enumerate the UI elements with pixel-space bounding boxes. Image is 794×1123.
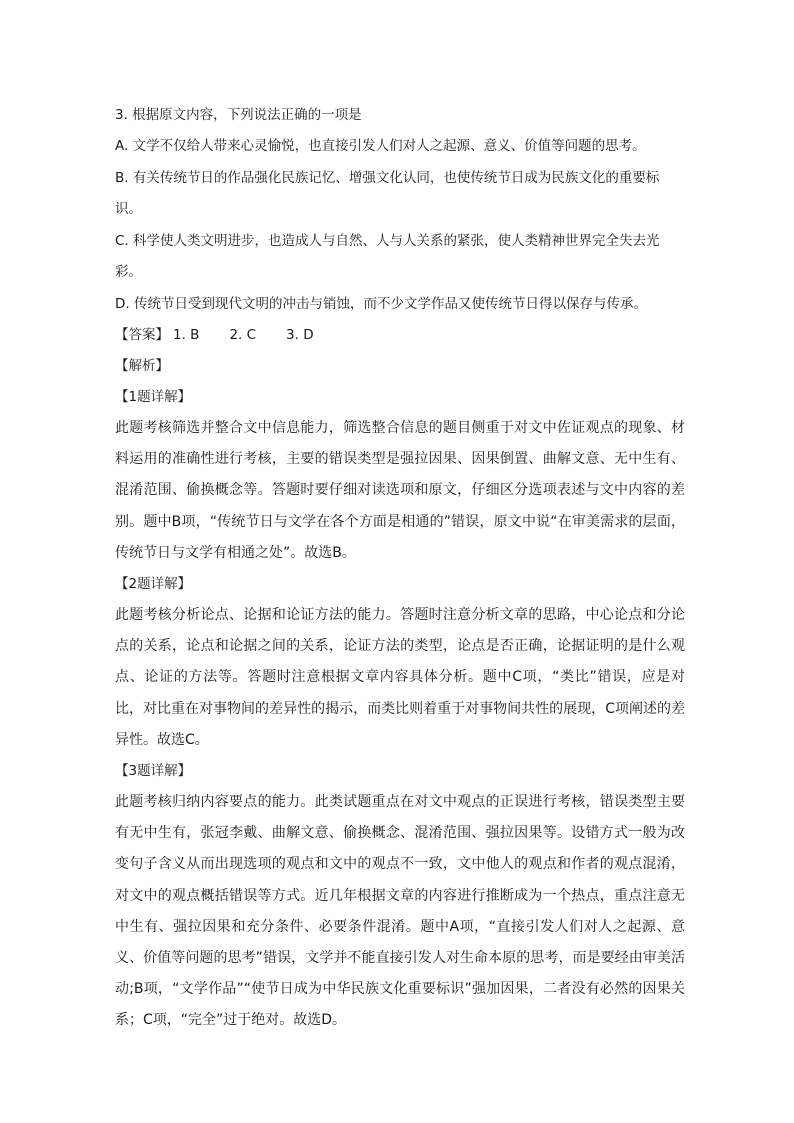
option-b: B. 有关传统节日的作品强化民族记忆、增强文化认同，也使传统节日成为民族文化的重要标识。 <box>115 169 660 217</box>
section-heading-3: 【3题详解】 <box>115 763 192 780</box>
answer-line <box>115 320 685 351</box>
answer-item: 3. D <box>286 327 314 343</box>
answer-tag: 【答案】 <box>115 327 169 343</box>
option-d: D. 传统节日受到现代文明的冲击与销蚀，而不少文学作品又使传统节日得以保存与传承。 <box>115 295 647 312</box>
section-heading-2: 【2题详解】 <box>115 576 192 593</box>
document-page <box>115 100 685 1037</box>
option-a: A. 文学不仅给人带来心灵愉悦，也直接引发人们对人之起源、意义、价值等问题的思考。 <box>115 138 646 154</box>
section-text-3: 此题考核归纳内容要点的能力。此类试题重点在对文中观点的正误进行考核，错误类型主要有无中生有，张冠李戴、曲解文意、偷换概念、混淆范围、强拉因果等。设错方式一般为改变句子含义从而出现选项的观点和文中的观点不一致，文中他人的观点和作者的观点混淆，对文中的观点概括错误等方式。近几年根据文章的内容进行推断成为一个热点，重点注意无中生有、强拉因果和充分条件、必要条件混淆。题中A项，“直接引发人们对人之起源、意义、价值等问题的思考”错误，文学并不能直接引发人对生命本原的思考，而是要经由审美活动;B项，“文学作品”“使节日成为中华民族文化重要标识”强加因果，二者没有必然的因果关系；C项，“完全”过于绝对。故选D。 <box>115 794 685 1029</box>
section-text-2: 此题考核分析论点、论据和论证方法的能力。答题时注意分析文章的思路，中心论点和分论点的关系，论点和论据之间的关系，论证方法的类型，论点是否正确，论据证明的是什么观点、论证的方法等。答题时注意根据文章内容具体分析。题中C项，“类比”错误，应是对比，对比重在对事物间的差异性的揭示，而类比则着重于对事物间共性的展现，C项阐述的差异性。故选C。 <box>115 607 685 748</box>
section-heading-1: 【1题详解】 <box>115 389 192 405</box>
answer-item: 2. C <box>229 327 257 343</box>
option-c: C. 科学使人类文明进步，也造成人与自然、人与人关系的紧张，使人类精神世界完全失去光彩。 <box>115 232 660 280</box>
answer-item: 1. B <box>173 327 200 343</box>
analysis-tag: 【解析】 <box>115 358 169 374</box>
question-stem: 3. 根据原文内容，下列说法正确的一项是 <box>115 107 362 123</box>
section-text-1: 此题考核筛选并整合文中信息能力，筛选整合信息的题目侧重于对文中佐证观点的现象、材料运用的准确性进行考核，主要的错误类型是强拉因果、因果倒置、曲解文意、无中生有、混淆范围、偷换概念等。答题时要仔细对读选项和原文，仔细区分选项表述与文中内容的差别。题中B项，“传统节日与文学在各个方面是相通的”错误，原文中说“在审美需求的层面，传统节日与文学有相通之处”。故选B。 <box>115 420 685 561</box>
